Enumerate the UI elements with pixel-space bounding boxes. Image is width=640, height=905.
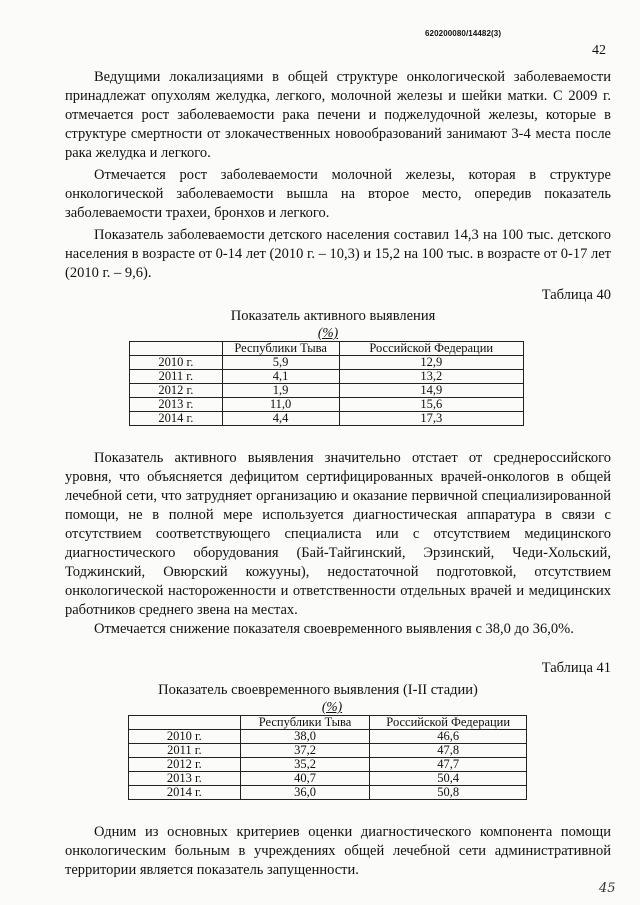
- year-cell: 2014 г.: [129, 786, 241, 800]
- year-cell: 2010 г.: [130, 356, 223, 370]
- tyva-value-cell: 38,0: [240, 730, 370, 744]
- paragraph: Отмечается рост заболеваемости молочной железы, которая в структуре онкологической заболеваемости вышла на второе место, опередив показатель заболеваемости трахеи, бронхов и легкого.: [65, 167, 611, 221]
- year-cell: 2011 г.: [130, 370, 223, 384]
- tyva-value-cell: 40,7: [240, 772, 370, 786]
- year-cell: 2013 г.: [129, 772, 241, 786]
- rf-value-cell: 47,8: [370, 744, 527, 758]
- document-id: 620200080/14482(3): [425, 29, 502, 38]
- page-number: 42: [592, 43, 606, 58]
- table-40: [129, 341, 524, 426]
- table-header-row: [130, 342, 524, 356]
- year-cell: 2014 г.: [130, 412, 223, 426]
- rf-value-cell: 14,9: [339, 384, 524, 398]
- table-row: [130, 370, 524, 384]
- paragraph: Отмечается снижение показателя своевременного выявления с 38,0 до 36,0%.: [94, 621, 574, 637]
- table-header-cell: Республики Тыва: [222, 342, 339, 356]
- table-row: [129, 730, 527, 744]
- rf-value-cell: 12,9: [339, 356, 524, 370]
- table-40-unit: (%): [317, 325, 339, 340]
- rf-value-cell: 47,7: [370, 758, 527, 772]
- table-40-label: Таблица 40: [541, 287, 611, 303]
- table-header-row: [129, 716, 527, 730]
- table-row: [129, 744, 527, 758]
- table-header-cell: [129, 716, 241, 730]
- table-row: [130, 412, 524, 426]
- table-row: [130, 356, 524, 370]
- paragraph: Показатель активного выявления значительно отстает от среднероссийского уровня, что объясняется дефицитом сертифицированных врачей-онкологов в общей лечебной сети, что затрудняет организацию и оказание первичной специализированной помощи, не в полной мере используется диагностическая аппаратура в связи с отсутствием соответствующего специалиста или с отсутствием медицинского диагностического оборудования (Бай-Тайгинский, Эрзинский, Чеди-Хольский, Тоджинский, Овюрский кожууны), недостаточной подготовкой, отсутствием онкологической настороженности и ответственности отдельных врачей и медицинских работников среднего звена на местах.: [65, 450, 611, 618]
- rf-value-cell: 15,6: [339, 398, 524, 412]
- tyva-value-cell: 4,1: [222, 370, 339, 384]
- paragraph: Ведущими локализациями в общей структуре онкологической заболеваемости принадлежат опухолям желудка, легкого, молочной железы и шейки матки. С 2009 г. отмечается рост заболеваемости рака печени и поджелудочной железы, которые в структуре смертности от злокачественных новообразований занимают 3-4 места после рака желудка и легкого.: [65, 69, 611, 161]
- tyva-value-cell: 11,0: [222, 398, 339, 412]
- year-cell: 2011 г.: [129, 744, 241, 758]
- year-cell: 2013 г.: [130, 398, 223, 412]
- handwritten-page-number: 45: [599, 881, 616, 896]
- rf-value-cell: 46,6: [370, 730, 527, 744]
- table-header-cell: Российской Федерации: [370, 716, 527, 730]
- table-40-title: Показатель активного выявления: [230, 308, 436, 324]
- table-41-unit: (%): [321, 699, 343, 714]
- table-row: [130, 398, 524, 412]
- table-header-cell: Республики Тыва: [240, 716, 370, 730]
- tyva-value-cell: 5,9: [222, 356, 339, 370]
- table-41: [128, 715, 527, 800]
- rf-value-cell: 17,3: [339, 412, 524, 426]
- year-cell: 2012 г.: [129, 758, 241, 772]
- table-row: [129, 786, 527, 800]
- paragraph: Показатель заболеваемости детского населения составил 14,3 на 100 тыс. детского населения в возрасте от 0-14 лет (2010 г. – 10,3) и 15,2 на 100 тыс. в возрасте от 0-17 лет (2010 г. – 9,6).: [65, 227, 611, 281]
- tyva-value-cell: 4,4: [222, 412, 339, 426]
- tyva-value-cell: 1,9: [222, 384, 339, 398]
- table-header-cell: Российской Федерации: [339, 342, 524, 356]
- year-cell: 2010 г.: [129, 730, 241, 744]
- table-header-cell: [130, 342, 223, 356]
- table-row: [130, 384, 524, 398]
- table-41-label: Таблица 41: [541, 660, 611, 676]
- tyva-value-cell: 35,2: [240, 758, 370, 772]
- paragraph: Одним из основных критериев оценки диагностического компонента помощи онкологическим больным в учреждениях общей лечебной сети административной территории является показатель запущенности.: [65, 824, 611, 878]
- table-41-title: Показатель своевременного выявления (I-II стадии): [158, 682, 478, 698]
- year-cell: 2012 г.: [130, 384, 223, 398]
- rf-value-cell: 50,4: [370, 772, 527, 786]
- table-row: [129, 772, 527, 786]
- tyva-value-cell: 37,2: [240, 744, 370, 758]
- rf-value-cell: 13,2: [339, 370, 524, 384]
- page-content: [65, 68, 611, 880]
- tyva-value-cell: 36,0: [240, 786, 370, 800]
- table-row: [129, 758, 527, 772]
- rf-value-cell: 50,8: [370, 786, 527, 800]
